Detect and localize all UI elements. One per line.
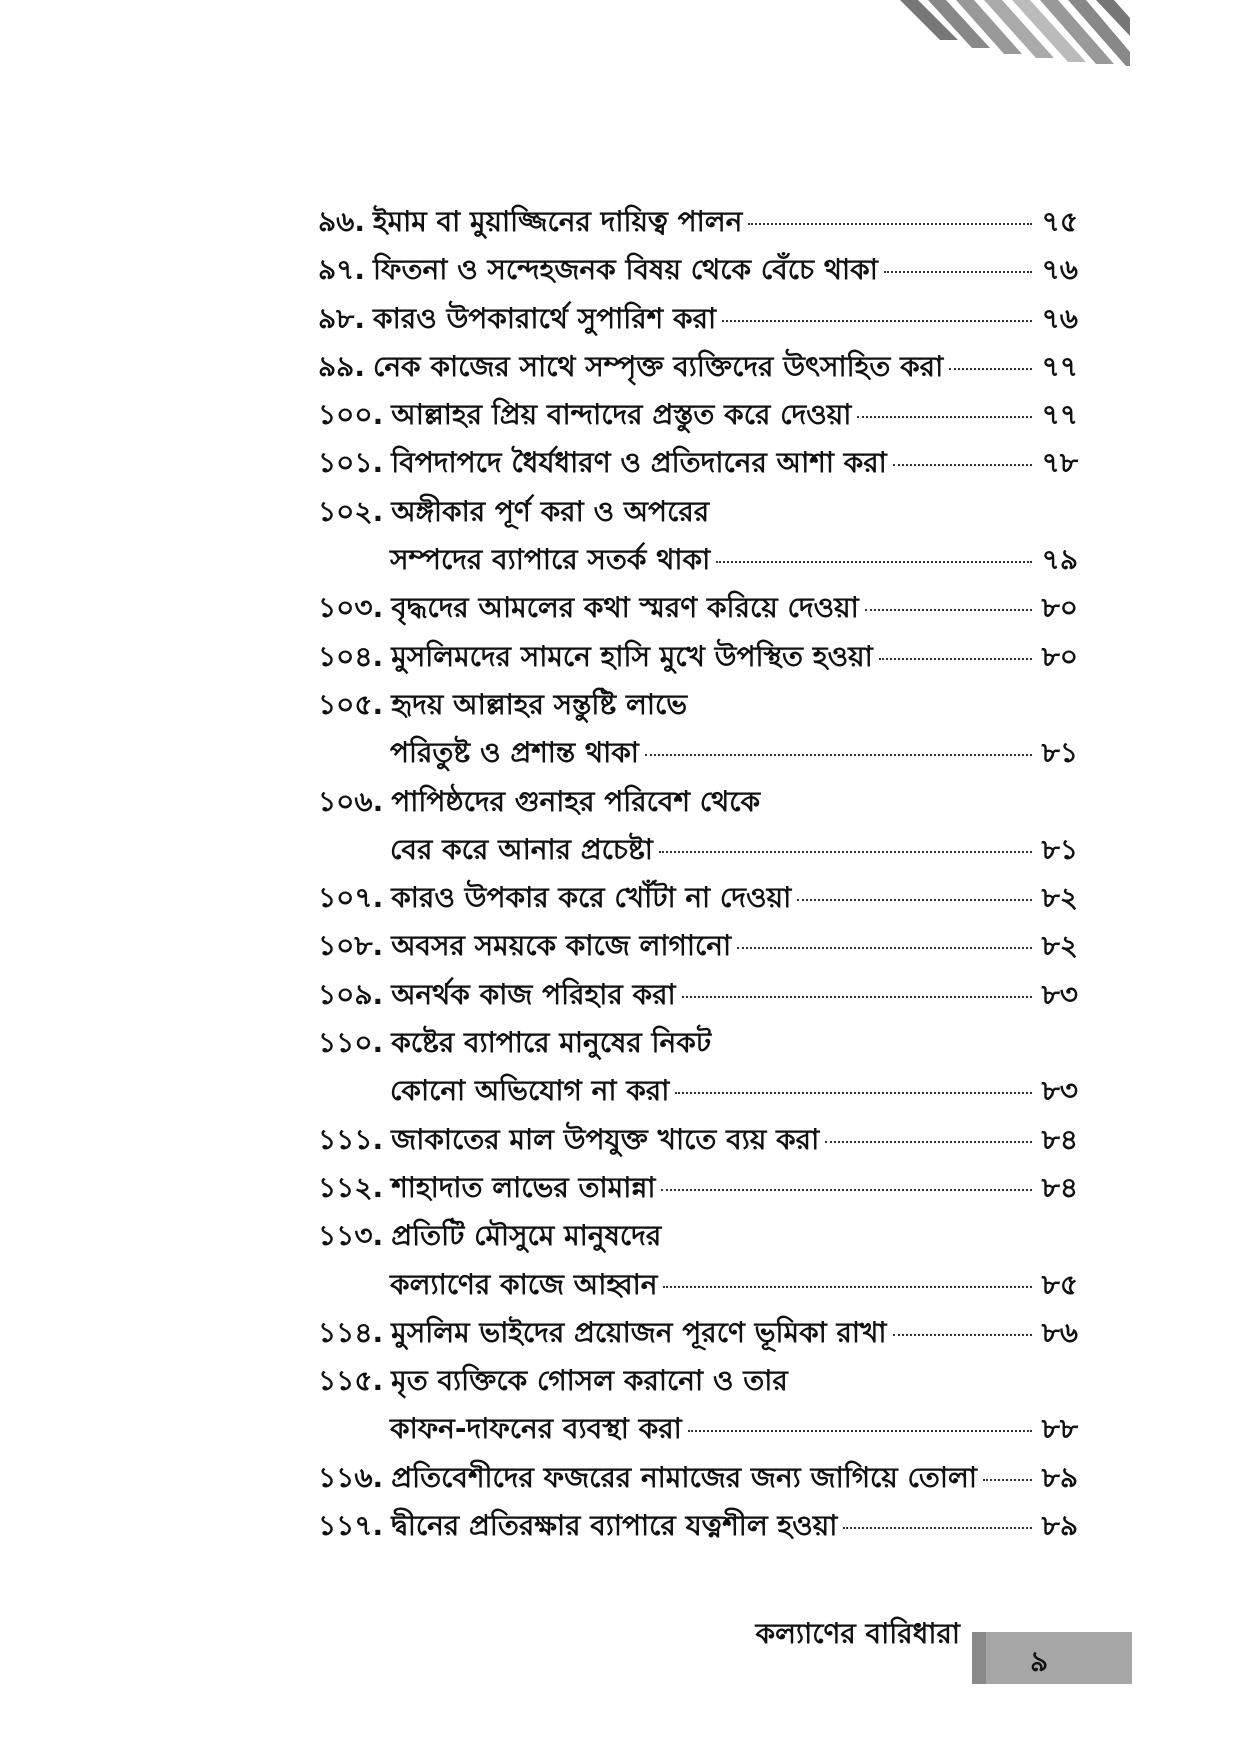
toc-entry-title-continuation: কল্যাণের কাজে আহ্বান	[390, 1267, 658, 1301]
toc-entry-page: ৭৭	[1041, 398, 1078, 432]
toc-entry-continuation	[318, 828, 1078, 876]
toc-entry-number: ১১১.	[318, 1122, 384, 1156]
toc-entry-title: অনর্থক কাজ পরিহার করা	[391, 977, 676, 1011]
toc-entry	[318, 876, 1078, 924]
toc-entry-continuation	[318, 1069, 1078, 1117]
toc-entry	[318, 1311, 1078, 1359]
dot-leader	[675, 1092, 1032, 1094]
toc-entry-page: ৮১	[1041, 832, 1078, 866]
dot-leader	[949, 368, 1032, 370]
toc-entry-title: দ্বীনের প্রতিরক্ষার ব্যাপারে যত্নশীল হওয়া	[391, 1509, 838, 1543]
toc-entry-title: প্রতিটি মৌসুমে মানুষদের	[391, 1219, 662, 1253]
toc-entry-page: ৭৯	[1041, 543, 1078, 577]
dot-leader	[797, 899, 1032, 901]
toc-entry-title: মুসলিম ভাইদের প্রয়োজন পূরণে ভূমিকা রাখা	[391, 1315, 887, 1349]
toc-entry-title: কারও উপকারার্থে সুপারিশ করা	[372, 301, 717, 335]
toc-entry	[318, 490, 1078, 538]
toc-entry-title: ইমাম বা মুয়াজ্জিনের দায়িত্ব পালন	[373, 205, 743, 238]
dot-leader	[748, 223, 1032, 225]
toc-entry-title: অবসর সময়কে কাজে লাগানো	[391, 929, 732, 963]
toc-entry-number: ৯৮.	[318, 301, 365, 335]
toc-entry-number: ১০৭.	[318, 881, 384, 915]
toc-entry-page: ৮৪	[1041, 1122, 1078, 1156]
toc-entry-title: আল্লাহর প্রিয় বান্দাদের প্রস্তুত করে দেওয়া	[391, 398, 852, 432]
toc-entry-continuation	[318, 1407, 1078, 1455]
toc-entry-page: ৭৫	[1041, 205, 1078, 238]
toc-entry-page: ৮২	[1041, 929, 1078, 963]
toc-entry-title: বৃদ্ধদের আমলের কথা স্মরণ করিয়ে দেওয়া	[391, 591, 859, 625]
toc-entry-number: ১১৫.	[318, 1364, 384, 1398]
toc-entry-page: ৮২	[1041, 881, 1078, 915]
toc-entry	[318, 1166, 1078, 1214]
toc-entry-page: ৭৭	[1041, 349, 1078, 383]
dot-leader	[663, 1286, 1032, 1288]
toc-entry-continuation	[318, 538, 1078, 586]
toc-entry-number: ১০৮.	[318, 929, 384, 963]
dot-leader	[682, 996, 1032, 998]
dot-leader	[737, 947, 1032, 949]
dot-leader	[688, 1430, 1032, 1432]
toc-entry-title: প্রতিবেশীদের ফজরের নামাজের জন্য জাগিয়ে তোলা	[391, 1460, 978, 1494]
table-of-contents	[318, 200, 1078, 1552]
toc-entry-number: ১০৫.	[318, 687, 384, 721]
toc-entry-number: ১১৪.	[318, 1315, 384, 1349]
toc-entry	[318, 441, 1078, 489]
toc-entry	[318, 200, 1078, 248]
toc-entry	[318, 683, 1078, 731]
toc-entry-continuation	[318, 1263, 1078, 1311]
toc-entry	[318, 393, 1078, 441]
toc-entry-title: জাকাতের মাল উপযুক্ত খাতে ব্যয় করা	[391, 1122, 820, 1156]
toc-entry-page: ৮৩	[1041, 977, 1078, 1011]
footer-page-box	[972, 1632, 1132, 1684]
toc-entry-number: ১১২.	[318, 1170, 384, 1204]
toc-entry-title: ফিতনা ও সন্দেহজনক বিষয় থেকে বেঁচে থাকা	[373, 253, 878, 287]
toc-entry-page: ৮৪	[1041, 1170, 1078, 1204]
dot-leader	[983, 1479, 1032, 1481]
toc-entry-page: ৭৬	[1041, 301, 1078, 335]
toc-entry-continuation	[318, 731, 1078, 779]
dot-leader	[661, 1189, 1032, 1191]
dot-leader	[659, 851, 1032, 853]
toc-entry	[318, 586, 1078, 634]
toc-entry-title: হৃদয় আল্লাহর সন্তুষ্টি লাভে	[391, 687, 688, 721]
toc-entry-title: নেক কাজের সাথে সম্পৃক্ত ব্যক্তিদের উৎসাহিত করা	[372, 349, 944, 383]
toc-entry-title-continuation: পরিতুষ্ট ও প্রশান্ত থাকা	[390, 736, 639, 770]
toc-entry-page: ৮৫	[1041, 1267, 1078, 1301]
toc-entry-page: ৭৬	[1041, 253, 1078, 287]
toc-entry-page: ৮৯	[1041, 1509, 1078, 1543]
toc-entry-title: মৃত ব্যক্তিকে গোসল করানো ও তার	[391, 1364, 788, 1398]
toc-entry-number: ১১০.	[318, 1026, 384, 1060]
toc-entry-page: ৭৮	[1041, 446, 1078, 480]
toc-entry	[318, 973, 1078, 1021]
toc-entry-page: ৮০	[1041, 591, 1078, 625]
dot-leader	[843, 1527, 1032, 1529]
dot-leader	[825, 1141, 1032, 1143]
toc-entry-page: ৮১	[1041, 736, 1078, 770]
dot-leader	[716, 561, 1032, 563]
toc-entry-title-continuation: কোনো অভিযোগ না করা	[390, 1074, 670, 1108]
toc-entry	[318, 1359, 1078, 1407]
dot-leader	[884, 271, 1032, 273]
toc-entry-title-continuation: সম্পদের ব্যাপারে সতর্ক থাকা	[390, 543, 711, 577]
dot-leader	[857, 416, 1032, 418]
toc-entry	[318, 1456, 1078, 1504]
toc-entry-title: অঙ্গীকার পূর্ণ করা ও অপরের	[391, 494, 710, 528]
toc-entry	[318, 345, 1078, 393]
toc-entry-title: বিপদাপদে ধৈর্যধারণ ও প্রতিদানের আশা করা	[391, 446, 887, 480]
toc-entry-number: ১০৬.	[318, 784, 384, 818]
toc-entry-title: কষ্টের ব্যাপারে মানুষের নিকট	[391, 1026, 712, 1060]
toc-entry-page: ৮৬	[1041, 1315, 1078, 1349]
footer-book-title: কল্যাণের বারিধারা	[755, 1617, 960, 1650]
dot-leader	[722, 320, 1032, 322]
toc-entry-number: ৯৬.	[318, 205, 366, 238]
toc-entry-number: ১০০.	[318, 398, 384, 432]
toc-entry	[318, 297, 1078, 345]
toc-entry-page: ৮০	[1041, 639, 1078, 673]
dot-leader	[865, 609, 1032, 611]
toc-entry	[318, 635, 1078, 683]
toc-entry-page: ৮৩	[1041, 1074, 1078, 1108]
toc-entry-title-continuation: কাফন-দাফনের ব্যবস্থা করা	[390, 1412, 682, 1446]
dot-leader	[645, 754, 1032, 756]
toc-entry-title: শাহাদাত লাভের তামান্না	[391, 1170, 656, 1204]
toc-entry-title: পাপিষ্ঠদের গুনাহর পরিবেশ থেকে	[391, 784, 761, 818]
toc-entry-title-continuation: বের করে আনার প্রচেষ্টা	[390, 832, 653, 866]
toc-entry-title: কারও উপকার করে খোঁটা না দেওয়া	[391, 881, 792, 915]
toc-entry	[318, 780, 1078, 828]
toc-entry-number: ১১৬.	[318, 1460, 384, 1494]
dot-leader	[893, 1334, 1032, 1336]
toc-entry-title: মুসলিমদের সামনে হাসি মুখে উপস্থিত হওয়া	[391, 639, 873, 673]
toc-entry-number: ১০৯.	[318, 977, 384, 1011]
toc-entry	[318, 248, 1078, 296]
toc-entry-number: ১০৩.	[318, 591, 384, 625]
toc-entry-number: ১০২.	[318, 494, 384, 528]
toc-entry-number: ১০১.	[318, 446, 384, 480]
toc-entry	[318, 1021, 1078, 1069]
toc-entry	[318, 1118, 1078, 1166]
dot-leader	[893, 464, 1032, 466]
toc-entry-number: ১০৪.	[318, 639, 384, 673]
footer-page-number: ৯	[1030, 1645, 1049, 1678]
toc-entry	[318, 1214, 1078, 1262]
toc-entry-page: ৮৯	[1041, 1460, 1078, 1494]
corner-stripes-decoration	[900, 0, 1130, 68]
toc-entry-number: ১১৭.	[318, 1509, 384, 1543]
toc-entry-number: ৯৭.	[318, 253, 366, 287]
dot-leader	[879, 658, 1032, 660]
toc-entry-number: ৯৯.	[318, 349, 365, 383]
toc-entry-number: ১১৩.	[318, 1219, 384, 1253]
toc-entry	[318, 1504, 1078, 1552]
toc-entry-page: ৮৮	[1041, 1412, 1078, 1446]
toc-entry	[318, 924, 1078, 972]
